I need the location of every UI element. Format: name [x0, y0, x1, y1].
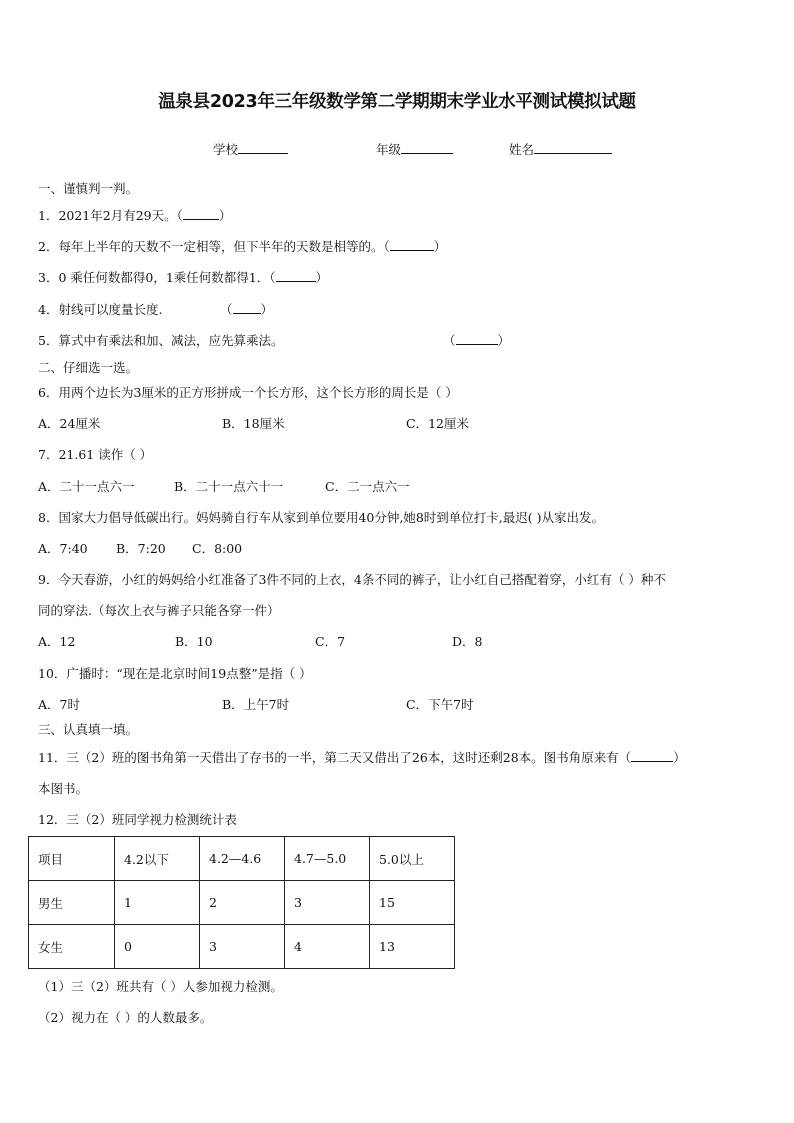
question-11-line-1: 11．三（2）班的图书角第一天借出了存书的一半，第二天又借出了26本，这时还剩28本。图书角原来有（ ） — [38, 750, 686, 765]
question-10: 10．广播时：“现在是北京时间19点整”是指（ ） — [38, 666, 312, 681]
answer-blank-11[interactable] — [631, 750, 673, 762]
question-5: 5．算式中有乘法和加、减法，应先算乘法。 — [38, 333, 284, 348]
table-cell: 4 — [285, 925, 370, 969]
section-heading-choose: 二、仔细选一选。 — [38, 360, 139, 375]
table-cell: 男生 — [29, 881, 115, 925]
name-label: 姓名 — [509, 142, 535, 157]
table-cell: 15 — [370, 881, 455, 925]
table-cell: 2 — [200, 881, 285, 925]
question-3: 3．0 乘任何数都得0，1乘任何数都得1．（ ） — [38, 270, 329, 285]
table-row — [29, 925, 455, 969]
q9-option-a[interactable]: A．12 — [38, 634, 76, 649]
q7-option-b[interactable]: B．二十一点六十一 — [174, 479, 284, 494]
table-header-cell: 4.7—5.0 — [285, 837, 370, 881]
question-11-line-2: 本图书。 — [38, 781, 89, 796]
question-6: 6．用两个边长为3厘米的正方形拼成一个长方形，这个长方形的周长是（ ） — [38, 385, 458, 400]
name-blank[interactable] — [534, 141, 612, 154]
table-cell: 13 — [370, 925, 455, 969]
q6-option-a[interactable]: A．24厘米 — [38, 416, 101, 431]
school-label: 学校 — [213, 142, 239, 157]
question-12: 12．三（2）班同学视力检测统计表 — [38, 812, 237, 827]
q9-option-d[interactable]: D．8 — [452, 634, 483, 649]
answer-blank-4[interactable] — [233, 302, 261, 314]
q6-option-b[interactable]: B．18厘米 — [222, 416, 285, 431]
q8-option-a[interactable]: A．7:40 — [38, 541, 88, 556]
q10-option-b[interactable]: B．上午7时 — [222, 697, 290, 712]
table-cell: 3 — [285, 881, 370, 925]
q9-option-b[interactable]: B．10 — [175, 634, 213, 649]
answer-paren-5[interactable]: （ ） — [443, 333, 511, 348]
school-blank[interactable] — [238, 141, 288, 154]
answer-blank-5[interactable] — [456, 333, 498, 345]
name-field[interactable] — [509, 140, 612, 158]
grade-blank[interactable] — [401, 141, 453, 154]
table-header-row — [29, 837, 455, 881]
question-7: 7．21.61 读作（ ） — [38, 447, 153, 462]
table-header-cell: 4.2以下 — [115, 837, 200, 881]
question-9-line-2: 同的穿法.（每次上衣与裤子只能各穿一件） — [38, 603, 280, 618]
table-header-cell: 5.0以上 — [370, 837, 455, 881]
table-cell: 3 — [200, 925, 285, 969]
q10-option-a[interactable]: A．7时 — [38, 697, 80, 712]
school-field[interactable] — [213, 140, 288, 158]
grade-field[interactable] — [376, 140, 453, 158]
section-heading-fill: 三、认真填一填。 — [38, 722, 139, 737]
q10-option-c[interactable]: C．下午7时 — [406, 697, 474, 712]
table-row — [29, 881, 455, 925]
answer-paren-4[interactable]: （ ） — [220, 302, 274, 317]
q6-option-c[interactable]: C．12厘米 — [406, 416, 469, 431]
question-1: 1．2021年2月有29天。（ ） — [38, 208, 232, 223]
q7-option-c[interactable]: C．二一点六一 — [325, 479, 410, 494]
question-8: 8．国家大力倡导低碳出行。妈妈骑自行车从家到单位要用40分钟,她8时到单位打卡,最迟( )从家出发。 — [38, 510, 604, 525]
question-2: 2．每年上半年的天数不一定相等，但下半年的天数是相等的。（ ） — [38, 239, 447, 254]
student-info-row — [0, 140, 794, 158]
answer-blank-2[interactable] — [390, 239, 434, 251]
page-title: 温泉县2023年三年级数学第二学期期末学业水平测试模拟试题 — [158, 92, 636, 112]
answer-blank-1[interactable] — [183, 208, 219, 220]
table-cell: 1 — [115, 881, 200, 925]
question-4: 4．射线可以度量长度. — [38, 302, 163, 317]
vision-stats-table — [28, 836, 455, 969]
table-cell: 0 — [115, 925, 200, 969]
section-heading-judge: 一、谨慎判一判。 — [38, 181, 139, 196]
grade-label: 年级 — [376, 142, 402, 157]
answer-blank-3[interactable] — [276, 270, 316, 282]
question-9-line-1: 9．今天春游，小红的妈妈给小红准备了3件不同的上衣，4条不同的裤子，让小红自己搭配着穿，小红有（ ）种不 — [38, 572, 666, 587]
q8-option-b[interactable]: B．7:20 — [116, 541, 166, 556]
question-12-sub-2: （2）视力在（ ）的人数最多。 — [38, 1010, 213, 1025]
q7-option-a[interactable]: A．二十一点六一 — [38, 479, 135, 494]
table-header-cell: 4.2—4.6 — [200, 837, 285, 881]
question-12-sub-1: （1）三（2）班共有（ ）人参加视力检测。 — [38, 979, 283, 994]
table-cell: 女生 — [29, 925, 115, 969]
table-header-cell: 项目 — [29, 837, 115, 881]
q8-option-c[interactable]: C．8:00 — [192, 541, 243, 556]
q9-option-c[interactable]: C．7 — [315, 634, 346, 649]
